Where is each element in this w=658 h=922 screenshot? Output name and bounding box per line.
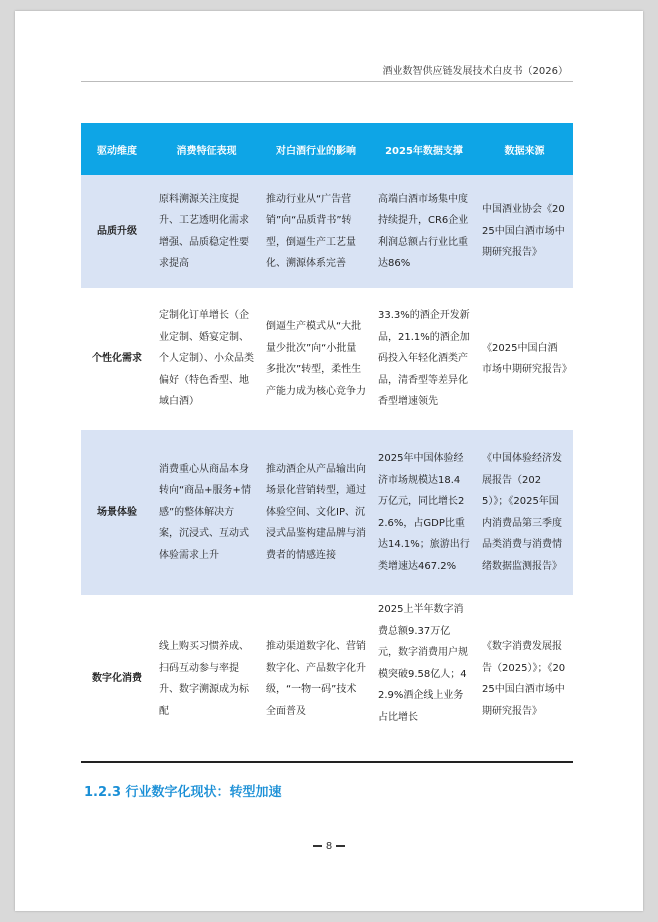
column-header: 2025年数据支撑 <box>372 123 476 175</box>
dimension-cell: 数字化消费 <box>81 596 153 763</box>
impact-cell: 推动渠道数字化、营销数字化、产品数字化升级，“一物一码”技术全面普及 <box>260 596 372 763</box>
data-cell: 33.3%的酒企开发新品，21.1%的酒企加码投入年轻化酒类产品，清香型等差异化香型增速领先 <box>372 289 476 430</box>
table-row <box>81 175 573 289</box>
data-cell: 高端白酒市场集中度持续提升，CR6企业利润总额占行业比重达86% <box>372 175 476 289</box>
page-number: 8 <box>325 841 333 852</box>
column-header: 驱动维度 <box>81 123 153 175</box>
dimension-cell: 个性化需求 <box>81 289 153 430</box>
column-header: 对白酒行业的影响 <box>260 123 372 175</box>
feature-cell: 线上购买习惯养成、扫码互动参与率提升、数字溯源成为标配 <box>153 596 260 763</box>
dimension-cell: 场景体验 <box>81 430 153 596</box>
source-cell: 《数字消费发展报告（2025）》；《2025中国白酒市场中期研究报告》 <box>476 596 573 763</box>
dash-left <box>313 845 322 847</box>
dash-right <box>336 845 345 847</box>
document-page <box>15 11 643 911</box>
section-heading: 1.2.3 行业数字化现状：转型加速 <box>84 785 282 800</box>
data-cell: 2025年中国体验经济市场规模达18.4万亿元，同比增长22.6%，占GDP比重达14.1%；旅游出行类增速达467.2% <box>372 430 476 596</box>
table-row <box>81 596 573 763</box>
source-cell: 《中国体验经济发展报告（2025）》；《2025年国内消费品第三季度品类消费与消费情绪数据监测报告》 <box>476 430 573 596</box>
impact-cell: 倒逼生产模式从“大批量少批次”向“小批量多批次”转型，柔性生产能力成为核心竞争力 <box>260 289 372 430</box>
feature-cell: 消费重心从商品本身转向“商品+服务+情感”的整体解决方案，沉浸式、互动式体验需求上升 <box>153 430 260 596</box>
header-divider <box>81 81 573 82</box>
source-cell: 《2025中国白酒市场中期研究报告》 <box>476 289 573 430</box>
table-row <box>81 289 573 430</box>
consumption-drivers-table <box>81 123 573 762</box>
table-bottom-rule <box>81 761 573 763</box>
feature-cell: 定制化订单增长（企业定制、婚宴定制、个人定制）、小众品类偏好（特色香型、地域白酒） <box>153 289 260 430</box>
feature-cell: 原料溯源关注度提升、工艺透明化需求增强、品质稳定性要求提高 <box>153 175 260 289</box>
impact-cell: 推动行业从“广告营销”向“品质背书”转型，倒逼生产工艺量化、溯源体系完善 <box>260 175 372 289</box>
running-header: 酒业数智供应链发展技术白皮书（2026） <box>382 66 568 77</box>
dimension-cell: 品质升级 <box>81 175 153 289</box>
table-header-row <box>81 123 573 175</box>
page-footer <box>15 841 643 852</box>
source-cell: 中国酒业协会《2025中国白酒市场中期研究报告》 <box>476 175 573 289</box>
column-header: 数据来源 <box>476 123 573 175</box>
impact-cell: 推动酒企从产品输出向场景化营销转型，通过体验空间、文化IP、沉浸式品鉴构建品牌与消费者的情感连接 <box>260 430 372 596</box>
table-row <box>81 430 573 596</box>
column-header: 消费特征表现 <box>153 123 260 175</box>
data-cell: 2025上半年数字消费总额9.37万亿元，数字消费用户规模突破9.58亿人；42.9%酒企线上业务占比增长 <box>372 596 476 763</box>
